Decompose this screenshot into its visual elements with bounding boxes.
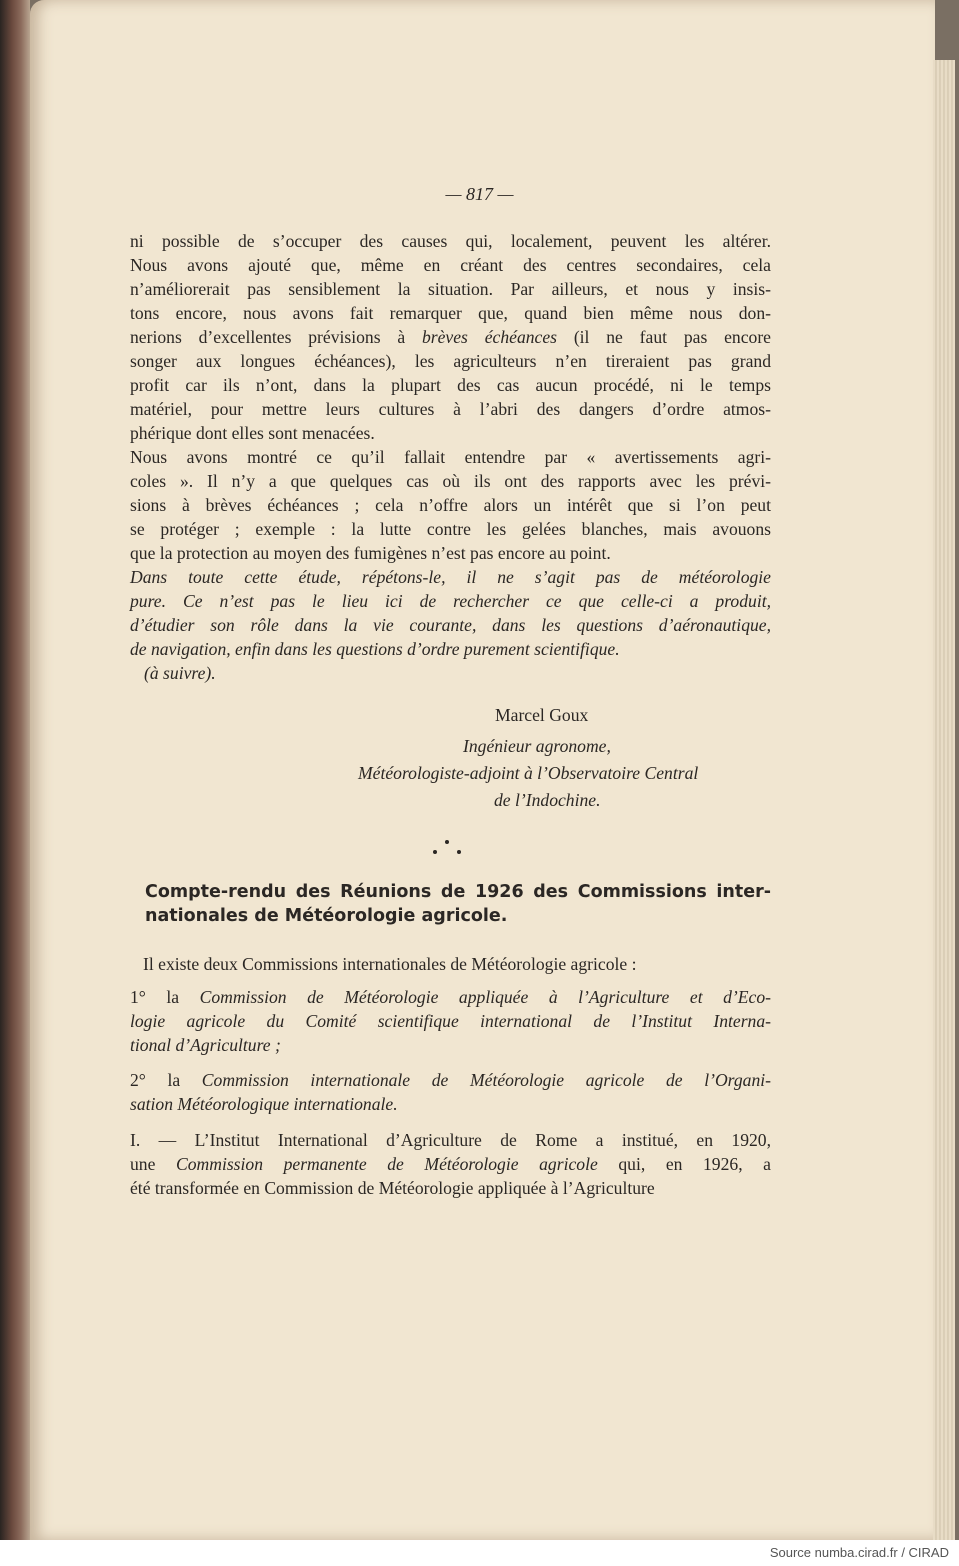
text-line: Dans toute cette étude, répétons-le, il ne s’agit pas de météorologie — [130, 567, 771, 587]
text-line: que la protection au moyen des fumigènes n’est pas encore au point. — [130, 543, 611, 563]
author-title-1: Ingénieur agronome, — [463, 736, 611, 756]
paragraph-2 — [130, 445, 771, 565]
text-line: I. — L’Institut International d’Agriculture de Rome a institué, en 1920, — [130, 1130, 771, 1150]
paragraph-3 — [130, 565, 771, 661]
text-line: tons encore, nous avons fait remarquer que, quand bien même nous don- — [130, 303, 771, 323]
text-line: sions à brèves échéances ; cela n’offre alors un intérêt que si l’on peut — [130, 495, 771, 515]
text-line: d’étudier son rôle dans la vie courante, dans les questions d’aéronautique, — [130, 615, 771, 635]
author-name — [495, 705, 588, 726]
source-footer: Source numba.cirad.fr / CIRAD — [769, 1545, 949, 1560]
text-line: coles ». Il n’y a que quelques cas où ils ont des rapports avec les prévi- — [130, 471, 771, 491]
text-line: logie agricole du Comité scientifique international de l’Institut Interna- — [130, 1011, 771, 1031]
text-line: 1° la Commission de Météorologie appliquée à l’Agriculture et d’Eco- — [130, 987, 771, 1007]
page-edges — [933, 60, 955, 1540]
text-line: pure. Ce n’est pas le lieu ici de rechercher ce que celle-ci a produit, — [130, 591, 771, 611]
text-line: songer aux longues échéances), les agriculteurs n’en tireraient pas grand — [130, 351, 771, 371]
item-2 — [130, 1068, 771, 1116]
text-line: ni possible de s’occuper des causes qui, localement, peuvent les altérer. — [130, 231, 771, 251]
section-heading — [145, 880, 771, 928]
heading-line-1: Compte-rendu des Réunions de 1926 des Commissions inter- — [145, 882, 771, 902]
book-spine — [0, 0, 30, 1540]
text-line: tional d’Agriculture ; — [130, 1035, 281, 1055]
author-title-2: Météorologiste-adjoint à l’Observatoire Central — [358, 763, 699, 783]
text-line: phérique dont elles sont menacées. — [130, 423, 375, 443]
page-number: — 817 — — [445, 184, 514, 204]
author-title-3: de l’Indochine. — [494, 790, 601, 810]
text-line: Nous avons montré ce qu’il fallait entendre par « avertissements agri- — [130, 447, 771, 467]
text-line: de navigation, enfin dans les questions d’ordre purement scientifique. — [130, 639, 620, 659]
text-line: Nous avons ajouté que, même en créant des centres secondaires, cela — [130, 255, 771, 275]
text-line: nerions d’excellentes prévisions à brèves échéances (il ne faut pas encore — [130, 327, 771, 347]
heading-line-2: nationales de Météorologie agricole. — [145, 906, 508, 926]
text-line: matériel, pour mettre leurs cultures à l’abri des dangers d’ordre atmos- — [130, 399, 771, 419]
text-line: été transformée en Commission de Météorologie appliquée à l’Agriculture — [130, 1178, 655, 1198]
text-line: n’améliorerait pas sensiblement la situation. Par ailleurs, et nous y insis- — [130, 279, 771, 299]
item-1 — [130, 985, 771, 1057]
text-line: une Commission permanente de Météorologie agricole qui, en 1926, a — [130, 1154, 771, 1174]
to-follow: (à suivre). — [144, 663, 216, 683]
paragraph-1 — [130, 229, 771, 445]
text-line: se protéger ; exemple : la lutte contre les gelées blanches, mais avouons — [130, 519, 771, 539]
text-line: 2° la Commission internationale de Météorologie agricole de l’Organi- — [130, 1070, 772, 1090]
text-line: sation Météorologique internationale. — [130, 1094, 398, 1114]
section-separator-asterism — [428, 836, 468, 856]
text-line: profit car ils n’ont, dans la plupart des cas aucun procédé, ni le temps — [130, 375, 771, 395]
intro-sentence: Il existe deux Commissions internationales de Météorologie agricole : — [143, 954, 637, 974]
paragraph-last — [130, 1128, 771, 1200]
author-name-text: Marcel Goux — [495, 705, 589, 725]
